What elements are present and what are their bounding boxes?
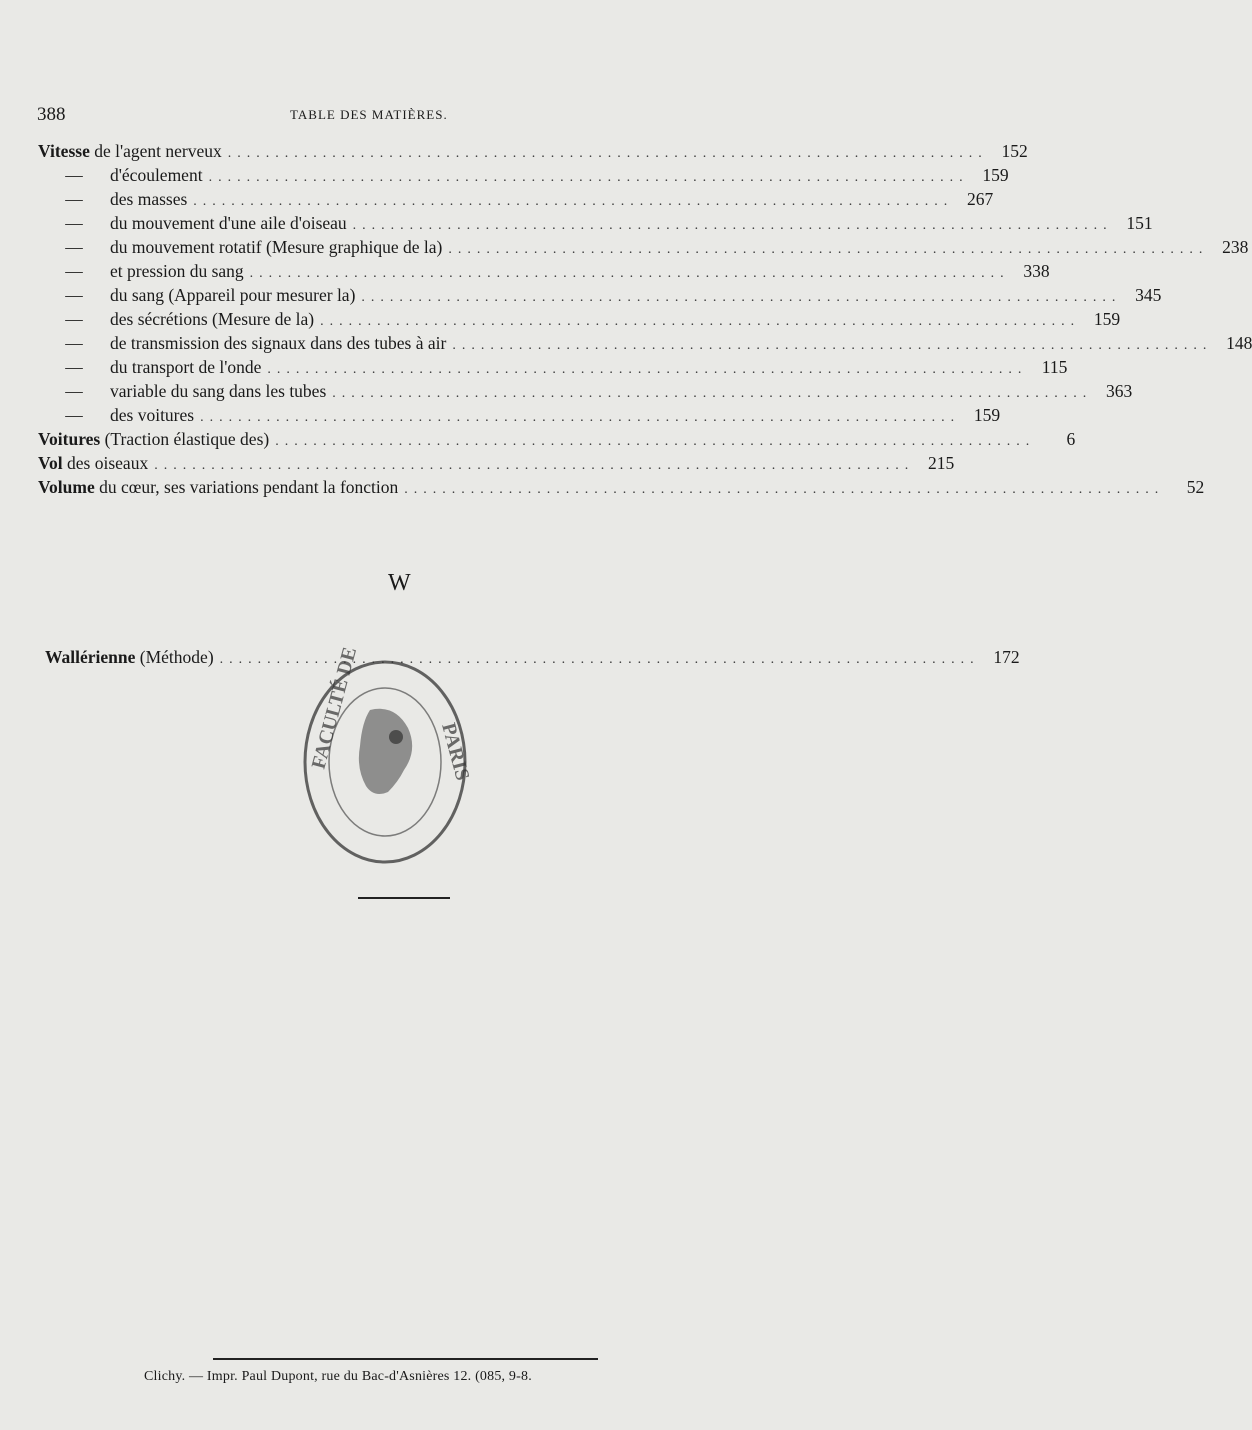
dot-leader: ................................................................................ xyxy=(219,652,980,667)
entry-text: (Méthode) xyxy=(135,647,214,667)
page-number: 388 xyxy=(37,104,66,125)
dot-leader: ................................................................................ xyxy=(275,434,1036,449)
dot-leader: ................................................................................ xyxy=(448,242,1209,257)
index-entry xyxy=(38,235,1249,259)
ditto-dash: — xyxy=(65,333,83,353)
dot-leader: ................................................................................ xyxy=(227,146,988,161)
svg-text:FACULTÉ DE: FACULTÉ DE xyxy=(307,644,362,772)
colophon-rule xyxy=(213,1358,598,1360)
entry-text: d'écoulement xyxy=(110,165,203,185)
entry-text: variable du sang dans les tubes xyxy=(110,381,327,401)
ditto-dash: — xyxy=(65,285,83,305)
entry-page: 115 xyxy=(1041,357,1068,377)
entry-page: 363 xyxy=(1106,381,1133,401)
section-rule xyxy=(358,897,450,899)
entry-page: 159 xyxy=(1093,309,1121,329)
entry-page: 267 xyxy=(967,189,994,209)
ditto-dash: — xyxy=(65,261,83,281)
entry-text: du cœur, ses variations pendant la fonction xyxy=(94,477,399,497)
index-entry xyxy=(38,379,1133,403)
entry-page: 159 xyxy=(982,165,1009,185)
ditto-dash: — xyxy=(65,357,83,377)
entry-text: et pression du sang xyxy=(110,261,244,281)
entry-heading: Wallérienne xyxy=(45,647,136,667)
dot-leader: ................................................................................ xyxy=(249,266,1010,281)
entry-text: du sang (Appareil pour mesurer la) xyxy=(110,285,356,305)
entry-page: 6 xyxy=(1066,429,1076,449)
dot-leader: ................................................................................ xyxy=(193,194,954,209)
entry-text: de transmission des signaux dans des tubes à air xyxy=(110,333,447,353)
entry-page: 172 xyxy=(993,647,1020,667)
entry-text: (Traction élastique des) xyxy=(100,429,270,449)
printer-colophon: Clichy. — Impr. Paul Dupont, rue du Bac-d'Asnières 12. (085, 9-8. xyxy=(144,1369,532,1384)
entry-text: du transport de l'onde xyxy=(110,357,262,377)
index-entry xyxy=(38,331,1252,355)
ditto-dash: — xyxy=(65,405,83,425)
entry-page: 215 xyxy=(927,453,955,473)
dot-leader: ................................................................................ xyxy=(452,338,1213,353)
ditto-dash: — xyxy=(65,165,83,185)
entry-text: des oiseaux xyxy=(62,453,149,473)
index-entry xyxy=(38,427,1076,451)
entry-page: 151 xyxy=(1126,213,1153,233)
index-entry xyxy=(38,355,1068,379)
section-letter: W xyxy=(388,570,411,596)
entry-page: 152 xyxy=(1001,141,1028,161)
dot-leader: ................................................................................ xyxy=(352,218,1113,233)
index-entries xyxy=(38,139,1252,499)
entry-heading: Voitures xyxy=(38,429,101,449)
dot-leader: ................................................................................ xyxy=(267,362,1028,377)
ditto-dash: — xyxy=(65,189,83,209)
dot-leader: ................................................................................ xyxy=(404,482,1165,497)
entry-text: du mouvement rotatif (Mesure graphique de la) xyxy=(110,237,443,257)
index-entry xyxy=(38,451,955,475)
dot-leader: ................................................................................ xyxy=(208,170,969,185)
entry-page: 345 xyxy=(1135,285,1162,305)
index-entry xyxy=(38,307,1121,331)
entry-page: 338 xyxy=(1023,261,1050,281)
index-entry xyxy=(38,259,1050,283)
entry-text: des sécrétions (Mesure de la) xyxy=(110,309,315,329)
dot-leader: ................................................................................ xyxy=(200,410,961,425)
entry-heading: Vitesse xyxy=(38,141,90,161)
ditto-dash: — xyxy=(65,237,83,257)
entry-page: 159 xyxy=(973,405,1001,425)
dot-leader: ................................................................................ xyxy=(332,386,1093,401)
ditto-dash: — xyxy=(65,213,83,233)
dot-leader: ................................................................................ xyxy=(320,314,1081,329)
dot-leader: ................................................................................ xyxy=(361,290,1122,305)
ditto-dash: — xyxy=(65,381,83,401)
entry-page: 52 xyxy=(1186,477,1205,497)
index-entry xyxy=(38,187,994,211)
entry-heading: Volume xyxy=(38,477,95,497)
index-entry xyxy=(38,283,1162,307)
index-entry xyxy=(38,475,1205,499)
dot-leader: ................................................................................ xyxy=(154,458,915,473)
entry-page: 238 xyxy=(1222,237,1249,257)
entry-text: des masses xyxy=(110,189,188,209)
index-entry xyxy=(38,211,1153,235)
entry-text: des voitures xyxy=(110,405,195,425)
entry-heading: Vol xyxy=(38,453,63,473)
index-entry xyxy=(38,403,1001,427)
index-entry xyxy=(38,163,1009,187)
entry-text: de l'agent nerveux xyxy=(89,141,222,161)
running-title: TABLE DES MATIÈRES. xyxy=(290,107,448,122)
index-entry xyxy=(38,139,1028,163)
entry-page: 148 xyxy=(1226,333,1252,353)
library-stamp xyxy=(300,644,474,870)
svg-text:PARIS: PARIS xyxy=(437,720,474,783)
entry-text: du mouvement d'une aile d'oiseau xyxy=(110,213,347,233)
ditto-dash: — xyxy=(65,309,83,329)
